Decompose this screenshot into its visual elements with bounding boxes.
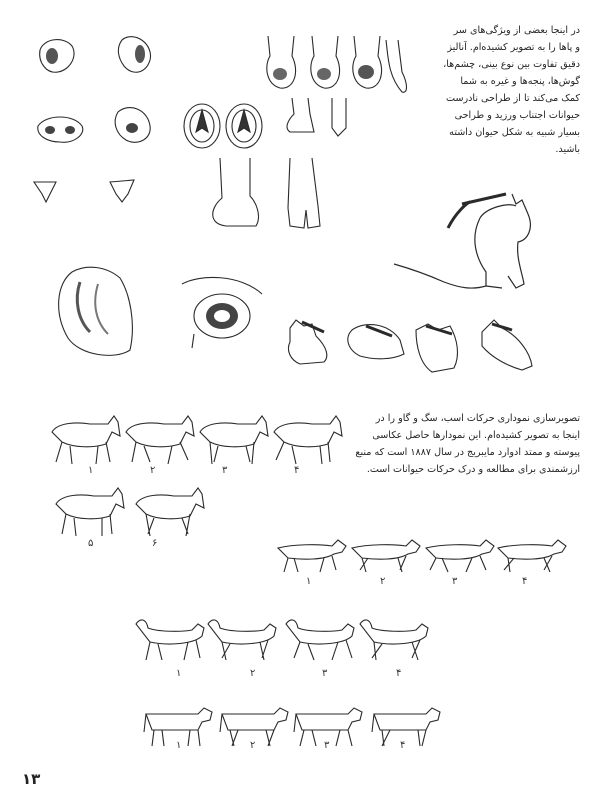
para1-line: حیوانات اجتناب ورزید و طراحی: [454, 110, 580, 121]
dog-label-1: ۱: [306, 576, 312, 587]
cow-label-4: ۴: [400, 740, 406, 751]
eye-sketch: [180, 274, 270, 354]
para1-line: باشید.: [555, 144, 580, 155]
dog-label-2: ۲: [380, 576, 386, 587]
sitting-cat-sketch: [390, 188, 560, 298]
cat-label-2: ۲: [250, 668, 256, 679]
horse-gait-row-2: [52, 484, 212, 544]
horse-label-1: ۱: [88, 465, 94, 476]
cat-label-3: ۳: [322, 668, 328, 679]
cow-label-1: ۱: [176, 740, 182, 751]
para2-line: ارزشمندی برای مطالعه و درک حرکات حیوانات است.: [366, 464, 580, 475]
cow-gait-row: [142, 704, 442, 752]
paw-sketches: [262, 36, 412, 106]
para2-line: پیوسته و ممتد ادوارد مایبریج در سال ۱۸۸۷ است که منبع: [355, 447, 580, 458]
head-profiles: [282, 316, 542, 386]
horse-label-4: ۴: [294, 465, 300, 476]
para1-line: در اینجا بعضی از ویژگی‌های سر: [453, 25, 580, 36]
dog-label-3: ۳: [452, 576, 458, 587]
cat-label-1: ۱: [176, 668, 182, 679]
para1-line: بسیار شبیه به شکل حیوان داشته: [449, 127, 580, 138]
cat-gait-row: [134, 614, 444, 670]
para2-line: اینجا به تصویر کشیده‌ام. این نمودارها حاصل عکاسی: [372, 430, 580, 441]
para1-line: و پاها را به تصویر کشیده‌ام. آنالیز: [447, 42, 580, 53]
dog-gait-row: [274, 538, 564, 578]
dog-label-4: ۴: [522, 576, 528, 587]
cat-label-4: ۴: [396, 668, 402, 679]
page-number: ۱۳: [22, 770, 41, 788]
motion-paragraph: [355, 410, 580, 478]
para2-line: تصویرسازی نموداری حرکات اسب، سگ و گاو را در: [375, 413, 580, 424]
para1-line: کمک می‌کند تا از طراحی نادرست: [446, 93, 580, 104]
horse-label-2: ۲: [150, 465, 156, 476]
ear-sketch: [50, 264, 160, 364]
para1-line: دقیق تفاوت بین نوع بینی، چشم‌ها،: [443, 59, 580, 70]
horse-gait-row-1: [48, 412, 348, 472]
horse-label-5: ۵: [88, 538, 94, 549]
cow-label-3: ۳: [324, 740, 330, 751]
nose-sketches: [30, 30, 170, 220]
intro-paragraph: [430, 22, 580, 158]
cow-label-2: ۲: [250, 740, 256, 751]
hoof-sketches: [180, 98, 370, 248]
horse-label-3: ۳: [222, 465, 228, 476]
horse-label-6: ۶: [152, 538, 158, 549]
para1-line: گوش‌ها، پنجه‌ها و غیره به شما: [460, 76, 580, 87]
